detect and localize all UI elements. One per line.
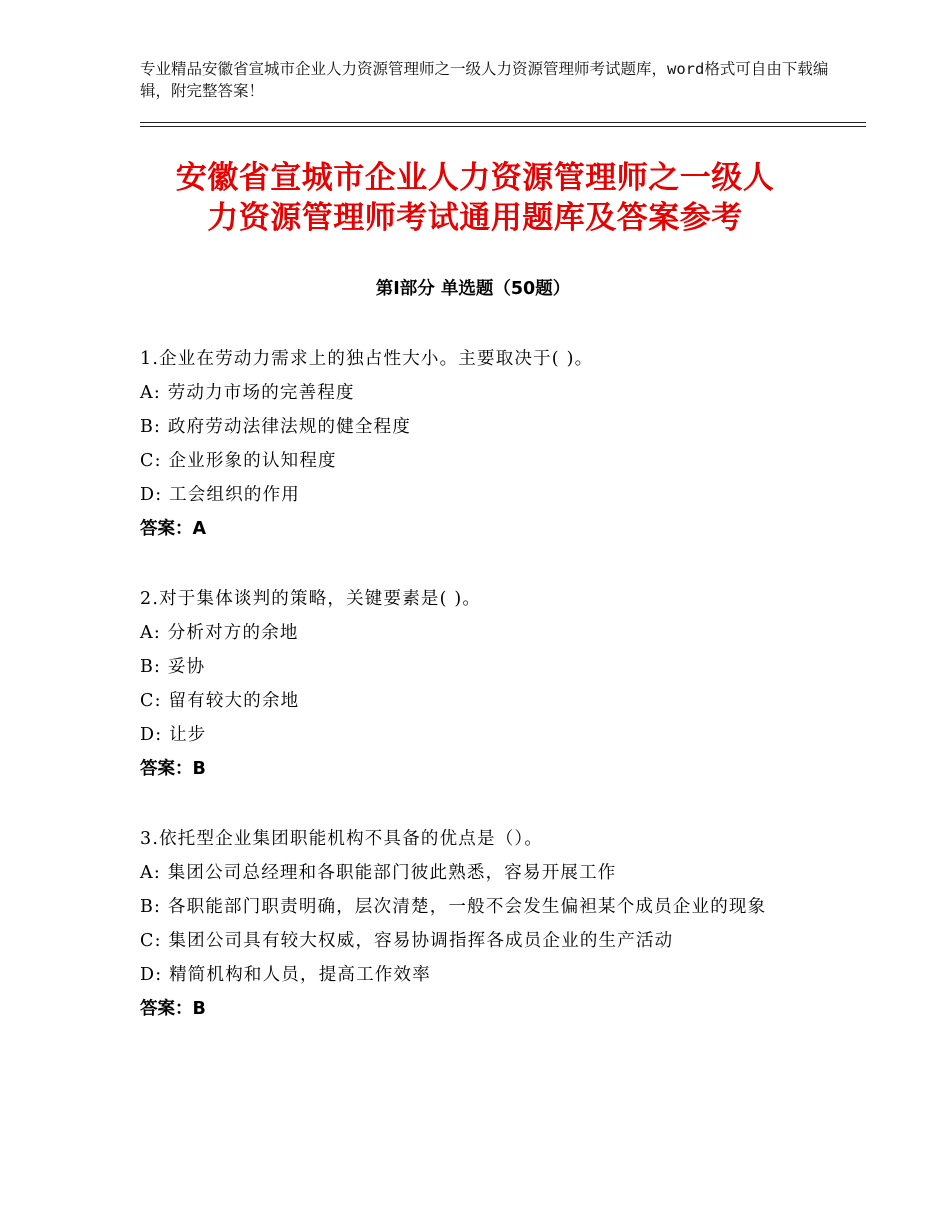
question-option-a: A: 集团公司总经理和各职能部门彼此熟悉，容易开展工作 <box>140 863 617 883</box>
question-stem: 2.对于集体谈判的策略，关键要素是( )。 <box>140 589 482 609</box>
question-answer: 答案：B <box>140 999 206 1019</box>
question-stem: 3.依托型企业集团职能机构不具备的优点是（）。 <box>140 829 544 849</box>
question-option-b: B: 妥协 <box>140 657 206 677</box>
question-option-d: D: 精简机构和人员，提高工作效率 <box>140 965 431 985</box>
question-option-c: C: 企业形象的认知程度 <box>140 451 337 471</box>
question-option-c: C: 集团公司具有较大权威，容易协调指挥各成员企业的生产活动 <box>140 931 674 951</box>
question-item <box>140 342 820 546</box>
header-rule-bottom <box>140 126 866 127</box>
document-title-line-1: 安徽省宣城市企业人力资源管理师之一级人 <box>175 160 775 196</box>
question-item <box>140 822 820 1026</box>
question-answer: 答案：B <box>140 759 206 779</box>
question-option-d: D: 工会组织的作用 <box>140 485 300 505</box>
document-title <box>100 158 850 238</box>
question-option-d: D: 让步 <box>140 725 207 745</box>
document-title-line-2: 力资源管理师考试通用题库及答案参考 <box>207 200 743 236</box>
question-stem: 1.企业在劳动力需求上的独占性大小。主要取决于( )。 <box>140 349 594 369</box>
header-note: 专业精品安徽省宣城市企业人力资源管理师之一级人力资源管理师考试题库，word格式可自由下载编辑，附完整答案！ <box>140 60 829 100</box>
question-option-c: C: 留有较大的余地 <box>140 691 300 711</box>
question-option-b: B: 政府劳动法律法规的健全程度 <box>140 417 412 437</box>
header-rule-top <box>140 122 866 123</box>
question-list <box>140 342 820 1062</box>
section-title: 第I部分 单选题（50题） <box>375 279 571 299</box>
question-answer: 答案：A <box>140 519 207 539</box>
question-option-a: A: 分析对方的余地 <box>140 623 299 643</box>
question-item <box>140 582 820 786</box>
question-option-b: B: 各职能部门职责明确，层次清楚，一般不会发生偏袒某个成员企业的现象 <box>140 897 767 917</box>
question-option-a: A: 劳动力市场的完善程度 <box>140 383 355 403</box>
